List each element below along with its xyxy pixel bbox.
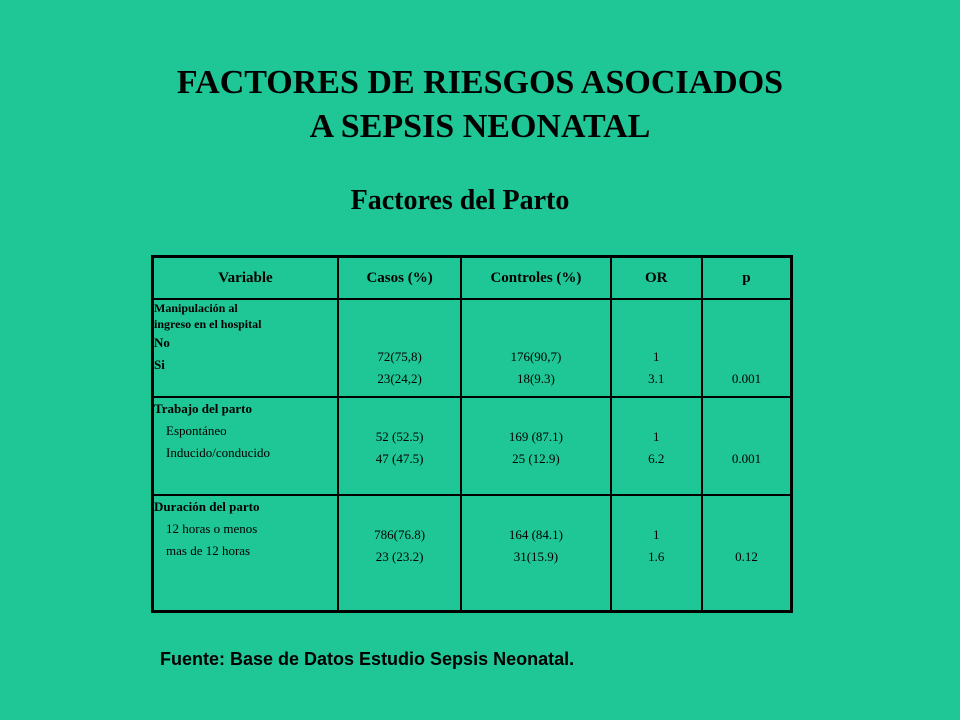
or-value: 1	[653, 429, 660, 444]
or-value: 1	[653, 349, 660, 364]
table-header-row	[153, 257, 792, 300]
controles-cell	[461, 495, 610, 612]
source-footnote: Fuente: Base de Datos Estudio Sepsis Neonatal.	[160, 649, 575, 669]
table-row	[153, 397, 792, 495]
variable-level: Espontáneo	[166, 423, 227, 438]
casos-value: 47 (47.5)	[375, 451, 424, 466]
or-value: 1.6	[648, 549, 665, 564]
table-row	[153, 299, 792, 397]
casos-cell	[338, 397, 461, 495]
p-value: 0.001	[731, 451, 762, 466]
header-or: OR	[611, 257, 702, 300]
casos-value: 786(76.8)	[374, 527, 426, 542]
controles-value: 25 (12.9)	[512, 451, 560, 466]
table-row	[153, 495, 792, 612]
p-value: 0.001	[731, 371, 762, 386]
page-title-line-1: FACTORES DE RIESGOS ASOCIADOS	[176, 64, 784, 101]
casos-cell	[338, 495, 461, 612]
casos-value: 23(24,2)	[377, 371, 422, 386]
p-cell	[702, 299, 792, 397]
header-casos: Casos (%)	[338, 257, 461, 300]
controles-value: 176(90,7)	[510, 349, 562, 364]
variable-cell	[153, 397, 338, 495]
casos-cell	[338, 299, 461, 397]
or-cell	[611, 299, 702, 397]
p-cell	[702, 495, 792, 612]
or-value: 6.2	[648, 451, 665, 466]
variable-level: Si	[154, 357, 165, 372]
casos-value: 72(75,8)	[377, 349, 422, 364]
or-value: 3.1	[648, 371, 665, 386]
page-title-line-2: A SEPSIS NEONATAL	[309, 108, 651, 145]
or-value: 1	[653, 527, 660, 542]
section-subtitle: Factores del Parto	[350, 185, 570, 216]
variable-cell	[153, 299, 338, 397]
controles-cell	[461, 397, 610, 495]
casos-value: 23 (23.2)	[375, 549, 424, 564]
header-p: p	[702, 257, 792, 300]
controles-cell	[461, 299, 610, 397]
variable-heading: Duración del parto	[154, 499, 260, 514]
or-cell	[611, 397, 702, 495]
casos-value: 52 (52.5)	[375, 429, 424, 444]
p-value: 0.12	[735, 549, 758, 564]
variable-heading: ingreso en el hospital	[154, 317, 262, 331]
header-controles: Controles (%)	[461, 257, 610, 300]
controles-value: 18(9.3)	[516, 371, 555, 386]
p-cell	[702, 397, 792, 495]
variable-level: 12 horas o menos	[166, 521, 258, 536]
variable-heading: Manipulación al	[154, 301, 238, 315]
controles-value: 164 (84.1)	[508, 527, 563, 542]
controles-value: 31(15.9)	[513, 549, 559, 564]
variable-level: Inducido/conducido	[166, 445, 270, 460]
variable-level: No	[154, 335, 170, 350]
header-variable: Variable	[153, 257, 338, 300]
variable-heading: Trabajo del parto	[154, 401, 252, 416]
risk-factors-table	[151, 255, 793, 613]
variable-level: mas de 12 horas	[166, 543, 251, 558]
or-cell	[611, 495, 702, 612]
variable-cell	[153, 495, 338, 612]
controles-value: 169 (87.1)	[508, 429, 563, 444]
